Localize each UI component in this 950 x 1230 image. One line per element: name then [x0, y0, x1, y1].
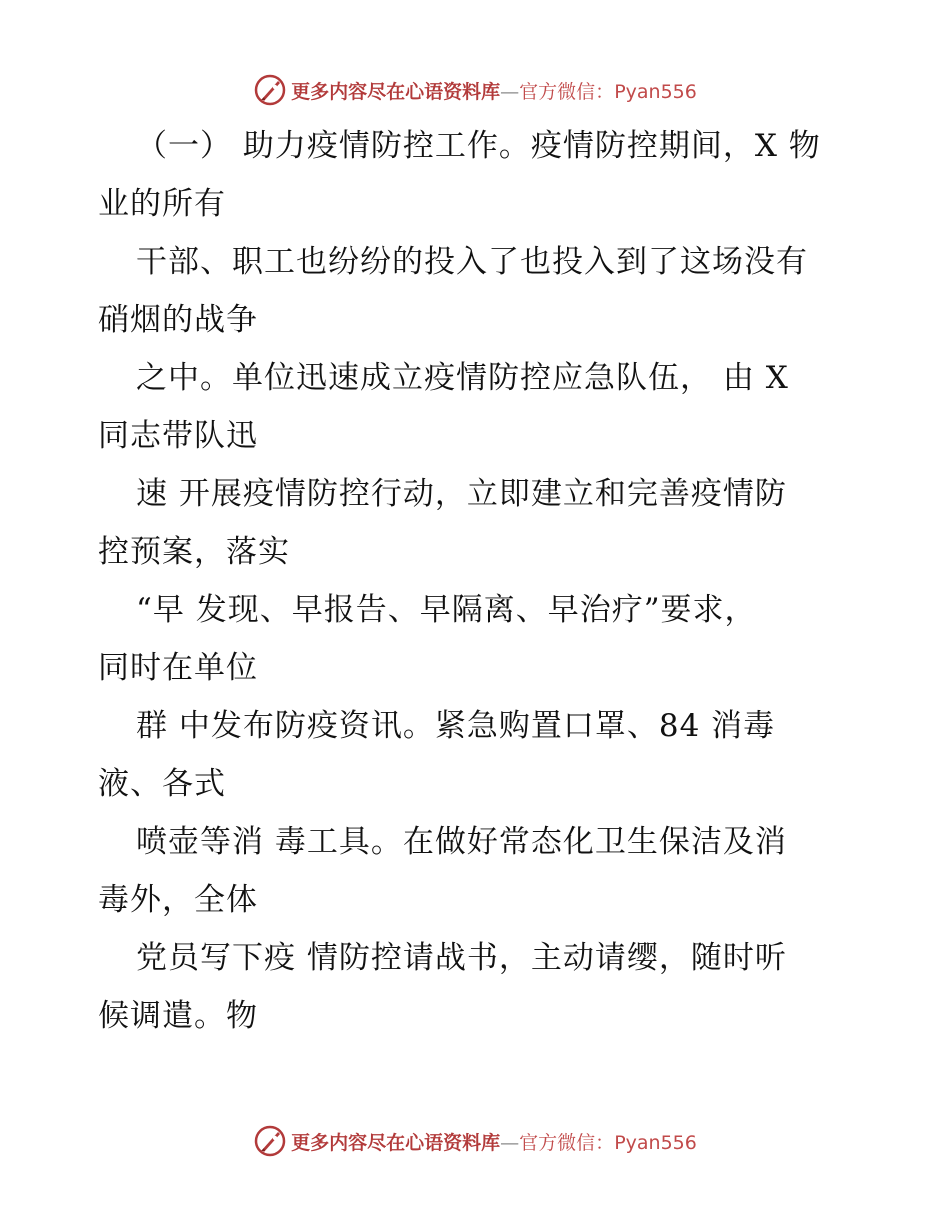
paragraph-line: “早 发现、早报告、早隔离、早治疗”要求，	[136, 592, 757, 628]
paragraph-line: （一） 助力疫情防控工作。疫情防控期间，X 物	[136, 128, 821, 164]
paragraph-line: 干部、职工也纷纷的投入了也投入到了这场没有	[136, 244, 808, 280]
footer-banner-main: 更多内容尽在心语资料库	[291, 1131, 501, 1154]
paragraph-line: 之中。单位迅速成立疫情防控应急队伍， 由 X	[136, 360, 789, 396]
paragraph-line: 党员写下疫 情防控请战书，主动请缨，随时听	[136, 940, 787, 976]
paragraph-line: 硝烟的战争	[98, 302, 258, 338]
paragraph-line: 同时在单位	[98, 650, 258, 686]
paragraph-line: 同志带队迅	[98, 418, 258, 454]
header-banner-text	[291, 77, 697, 104]
footer-banner-handle: Pyan556	[614, 1131, 697, 1154]
paragraph-line: 群 中发布防疫资讯。紧急购置口罩、84 消毒	[136, 708, 776, 744]
quill-pen-logo-icon	[253, 1124, 287, 1158]
footer-banner-text	[291, 1128, 697, 1155]
header-banner	[0, 70, 950, 110]
paragraph-line: 速 开展疫情防控行动，立即建立和完善疫情防	[136, 476, 787, 512]
quill-pen-logo-icon	[253, 73, 287, 107]
document-body	[98, 117, 858, 1045]
paragraph-line: 毒外，全体	[98, 882, 258, 918]
header-banner-official: 官方微信：	[519, 80, 615, 103]
footer-banner	[0, 1121, 950, 1161]
header-banner-main: 更多内容尽在心语资料库	[291, 80, 501, 103]
paragraph-line: 控预案，落实	[98, 534, 290, 570]
header-banner-handle: Pyan556	[614, 80, 697, 103]
footer-banner-official: 官方微信：	[519, 1131, 615, 1154]
paragraph-line: 候调遣。物	[98, 998, 258, 1034]
header-banner-dash: —	[500, 80, 520, 103]
paragraph-line: 喷壶等消 毒工具。在做好常态化卫生保洁及消	[136, 824, 787, 860]
footer-banner-dash: —	[500, 1131, 520, 1154]
paragraph-line: 业的所有	[98, 186, 226, 222]
paragraph-line: 液、各式	[98, 766, 226, 802]
